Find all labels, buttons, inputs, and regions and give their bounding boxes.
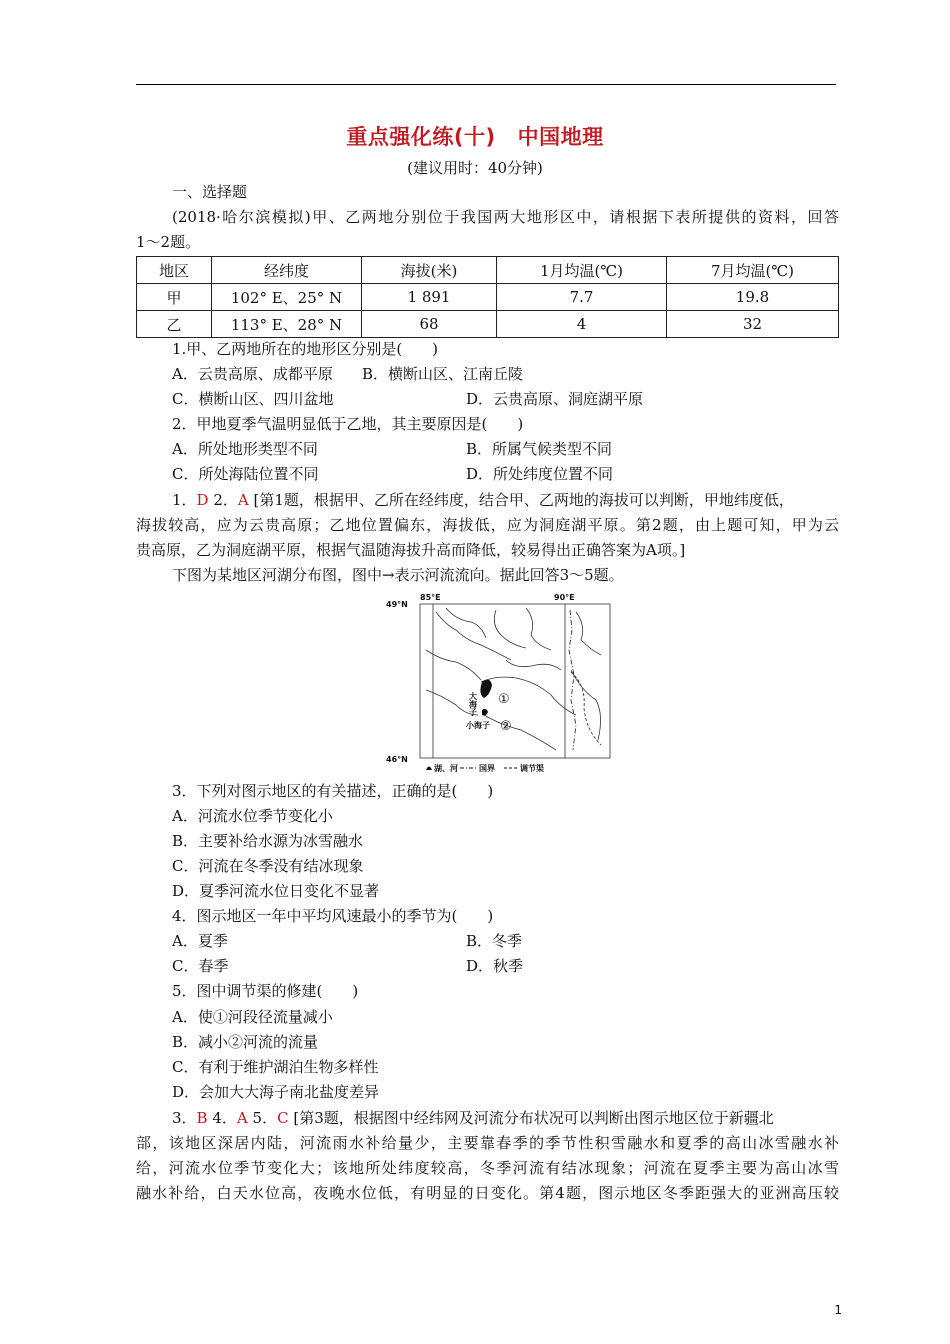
answer-number: 2． <box>213 491 238 509</box>
table-header: 地区 <box>137 257 212 284</box>
q3-option-c: C．河流在冬季没有结冰现象 <box>172 857 364 875</box>
page-title: 重点强化练(十) 中国地理 <box>346 125 604 149</box>
map-frame <box>420 604 610 758</box>
answer-3-5-line-2: 部，该地区深居内陆，河流雨水补给量少，主要靠春季的季节性积雪融水和夏季的高山冰雪融水补 <box>136 1134 839 1152</box>
answer-key: A <box>236 1109 248 1127</box>
answer-key: C <box>277 1109 289 1127</box>
top-rule <box>136 84 836 85</box>
table-cell: 68 <box>362 311 497 338</box>
river <box>446 608 486 638</box>
table-header: 7月均温(℃) <box>667 257 839 284</box>
national-border <box>569 610 576 750</box>
table-cell: 4 <box>497 311 667 338</box>
answer-number: 3． <box>172 1109 197 1127</box>
answer-key: D <box>196 491 209 509</box>
table-row <box>137 311 839 338</box>
big-lake-label: 大海子 <box>468 692 478 716</box>
q4-option-d: D．秋季 <box>466 957 524 975</box>
river-marker-2: ② <box>500 719 512 734</box>
answer-3-5-line-4: 融水补给，白天水位高，夜晚水位低，有明显的日变化。第4题，图示地区冬季距强大的亚洲高压较 <box>136 1184 839 1202</box>
table-cell: 乙 <box>137 311 212 338</box>
q3-option-d: D．夏季河流水位日变化不显著 <box>172 882 380 900</box>
table-header: 海拔(米) <box>362 257 497 284</box>
q5-option-d: D．会加大大海子南北盐度差异 <box>172 1083 380 1101</box>
question-5-stem: 5．图中调节渠的修建( ) <box>172 982 359 1000</box>
river <box>506 660 561 670</box>
q3-option-b: B．主要补给水源为冰雪融水 <box>172 832 364 850</box>
q5-option-a: A．使①河段径流量减小 <box>172 1008 333 1026</box>
small-lake-label: 小海子 <box>466 721 490 730</box>
section-heading: 一、选择题 <box>172 183 248 201</box>
explanation-text: [第3题，根据图中经纬网及河流分布状况可以判断出图示地区位于新疆北 <box>293 1109 774 1127</box>
table-row <box>137 284 839 311</box>
legend-lake: 湖、河 <box>434 764 458 773</box>
q2-option-a: A．所处地形类型不同 <box>172 440 318 458</box>
table-cell: 19.8 <box>667 284 839 311</box>
q2-option-b: B．所属气候类型不同 <box>466 440 613 458</box>
lat-label-bottom: 46°N <box>386 755 408 764</box>
question-1-stem: 1.甲、乙两地所在的地形区分别是( ) <box>172 340 439 358</box>
question-2-stem: 2．甲地夏季气温明显低于乙地，其主要原因是( ) <box>172 415 524 433</box>
legend-canal: 调节渠 <box>520 764 544 773</box>
legend-lake-icon <box>426 767 432 771</box>
table-header-row <box>137 257 839 284</box>
q3-option-a: A．河流水位季节变化小 <box>172 807 333 825</box>
answer-number: 4． <box>212 1109 237 1127</box>
table-cell: 7.7 <box>497 284 667 311</box>
table-cell: 113° E、28° N <box>212 311 362 338</box>
question-4-stem: 4．图示地区一年中平均风速最小的季节为( ) <box>172 907 494 925</box>
river <box>494 610 526 648</box>
river <box>484 715 556 750</box>
q4-option-a: A．夏季 <box>172 932 228 950</box>
answer-key: A <box>237 491 249 509</box>
q2-option-c: C．所处海陆位置不同 <box>172 465 319 483</box>
river <box>526 608 551 650</box>
answer-1-2-line-3: 贵高原，乙为洞庭湖平原，根据气温随海拔升高而降低，较易得出正确答案为A项。] <box>136 541 686 559</box>
time-hint: (建议用时：40分钟) <box>407 159 543 177</box>
q1-option-b: B．横断山区、江南丘陵 <box>362 365 524 383</box>
table-cell: 32 <box>667 311 839 338</box>
intro-line-2: 1～2题。 <box>136 233 201 251</box>
question-3-stem: 3．下列对图示地区的有关描述，正确的是( ) <box>172 782 494 800</box>
lat-label-top: 49°N <box>386 600 408 609</box>
page-number: 1 <box>834 1303 842 1317</box>
answer-number: 5． <box>252 1109 278 1127</box>
climate-table <box>136 256 839 338</box>
river-marker-1: ① <box>498 692 510 707</box>
q2-option-d: D．所处纬度位置不同 <box>466 465 614 483</box>
table-cell: 甲 <box>137 284 212 311</box>
table-cell: 1 891 <box>362 284 497 311</box>
q4-option-b: B．冬季 <box>466 932 523 950</box>
q1-option-c: C．横断山区、四川盆地 <box>172 390 334 408</box>
river <box>426 650 481 680</box>
answer-number: 1． <box>172 491 197 509</box>
table-header: 1月均温(℃) <box>497 257 667 284</box>
table-header: 经纬度 <box>212 257 362 284</box>
big-lake <box>480 680 492 698</box>
small-lake <box>482 709 488 716</box>
q1-option-a: A．云贵高原、成都平原 <box>172 365 333 383</box>
lon-label-left: 85°E <box>420 593 441 602</box>
q1-option-d: D．云贵高原、洞庭湖平原 <box>466 390 644 408</box>
explanation-text: [第1题，根据甲、乙所在经纬度，结合甲、乙两地的海拔可以判断，甲地纬度低， <box>253 491 794 509</box>
q5-option-c: C．有利于维护湖泊生物多样性 <box>172 1058 379 1076</box>
intro-line-1: (2018·哈尔滨模拟)甲、乙两地分别位于我国两大地形区中，请根据下表所提供的资料，回答 <box>172 208 839 226</box>
table-cell: 102° E、25° N <box>212 284 362 311</box>
river <box>576 612 601 655</box>
q5-option-b: B．减小②河流的流量 <box>172 1033 319 1051</box>
lon-label-right: 90°E <box>554 593 575 602</box>
answer-3-5-line-1 <box>172 1108 839 1128</box>
answer-key: B <box>196 1109 208 1127</box>
river <box>436 612 511 660</box>
regulating-canal <box>571 672 601 745</box>
map-intro: 下图为某地区河湖分布图，图中→表示河流流向。据此回答3～5题。 <box>172 566 624 584</box>
river-lake-map <box>386 590 622 774</box>
answer-1-2-line-2: 海拔较高，应为云贵高原；乙地位置偏东，海拔低，应为洞庭湖平原。第2题，由上题可知，甲为云 <box>136 516 839 534</box>
legend-border: 国界 <box>479 764 495 773</box>
river <box>481 677 576 715</box>
q4-option-c: C．春季 <box>172 957 229 975</box>
answer-3-5-line-3: 给，河流水位季节变化大；该地所处纬度较高，冬季河流有结冰现象；河流在夏季主要为高山冰雪 <box>136 1159 839 1177</box>
answer-1-2-line-1 <box>172 490 839 510</box>
